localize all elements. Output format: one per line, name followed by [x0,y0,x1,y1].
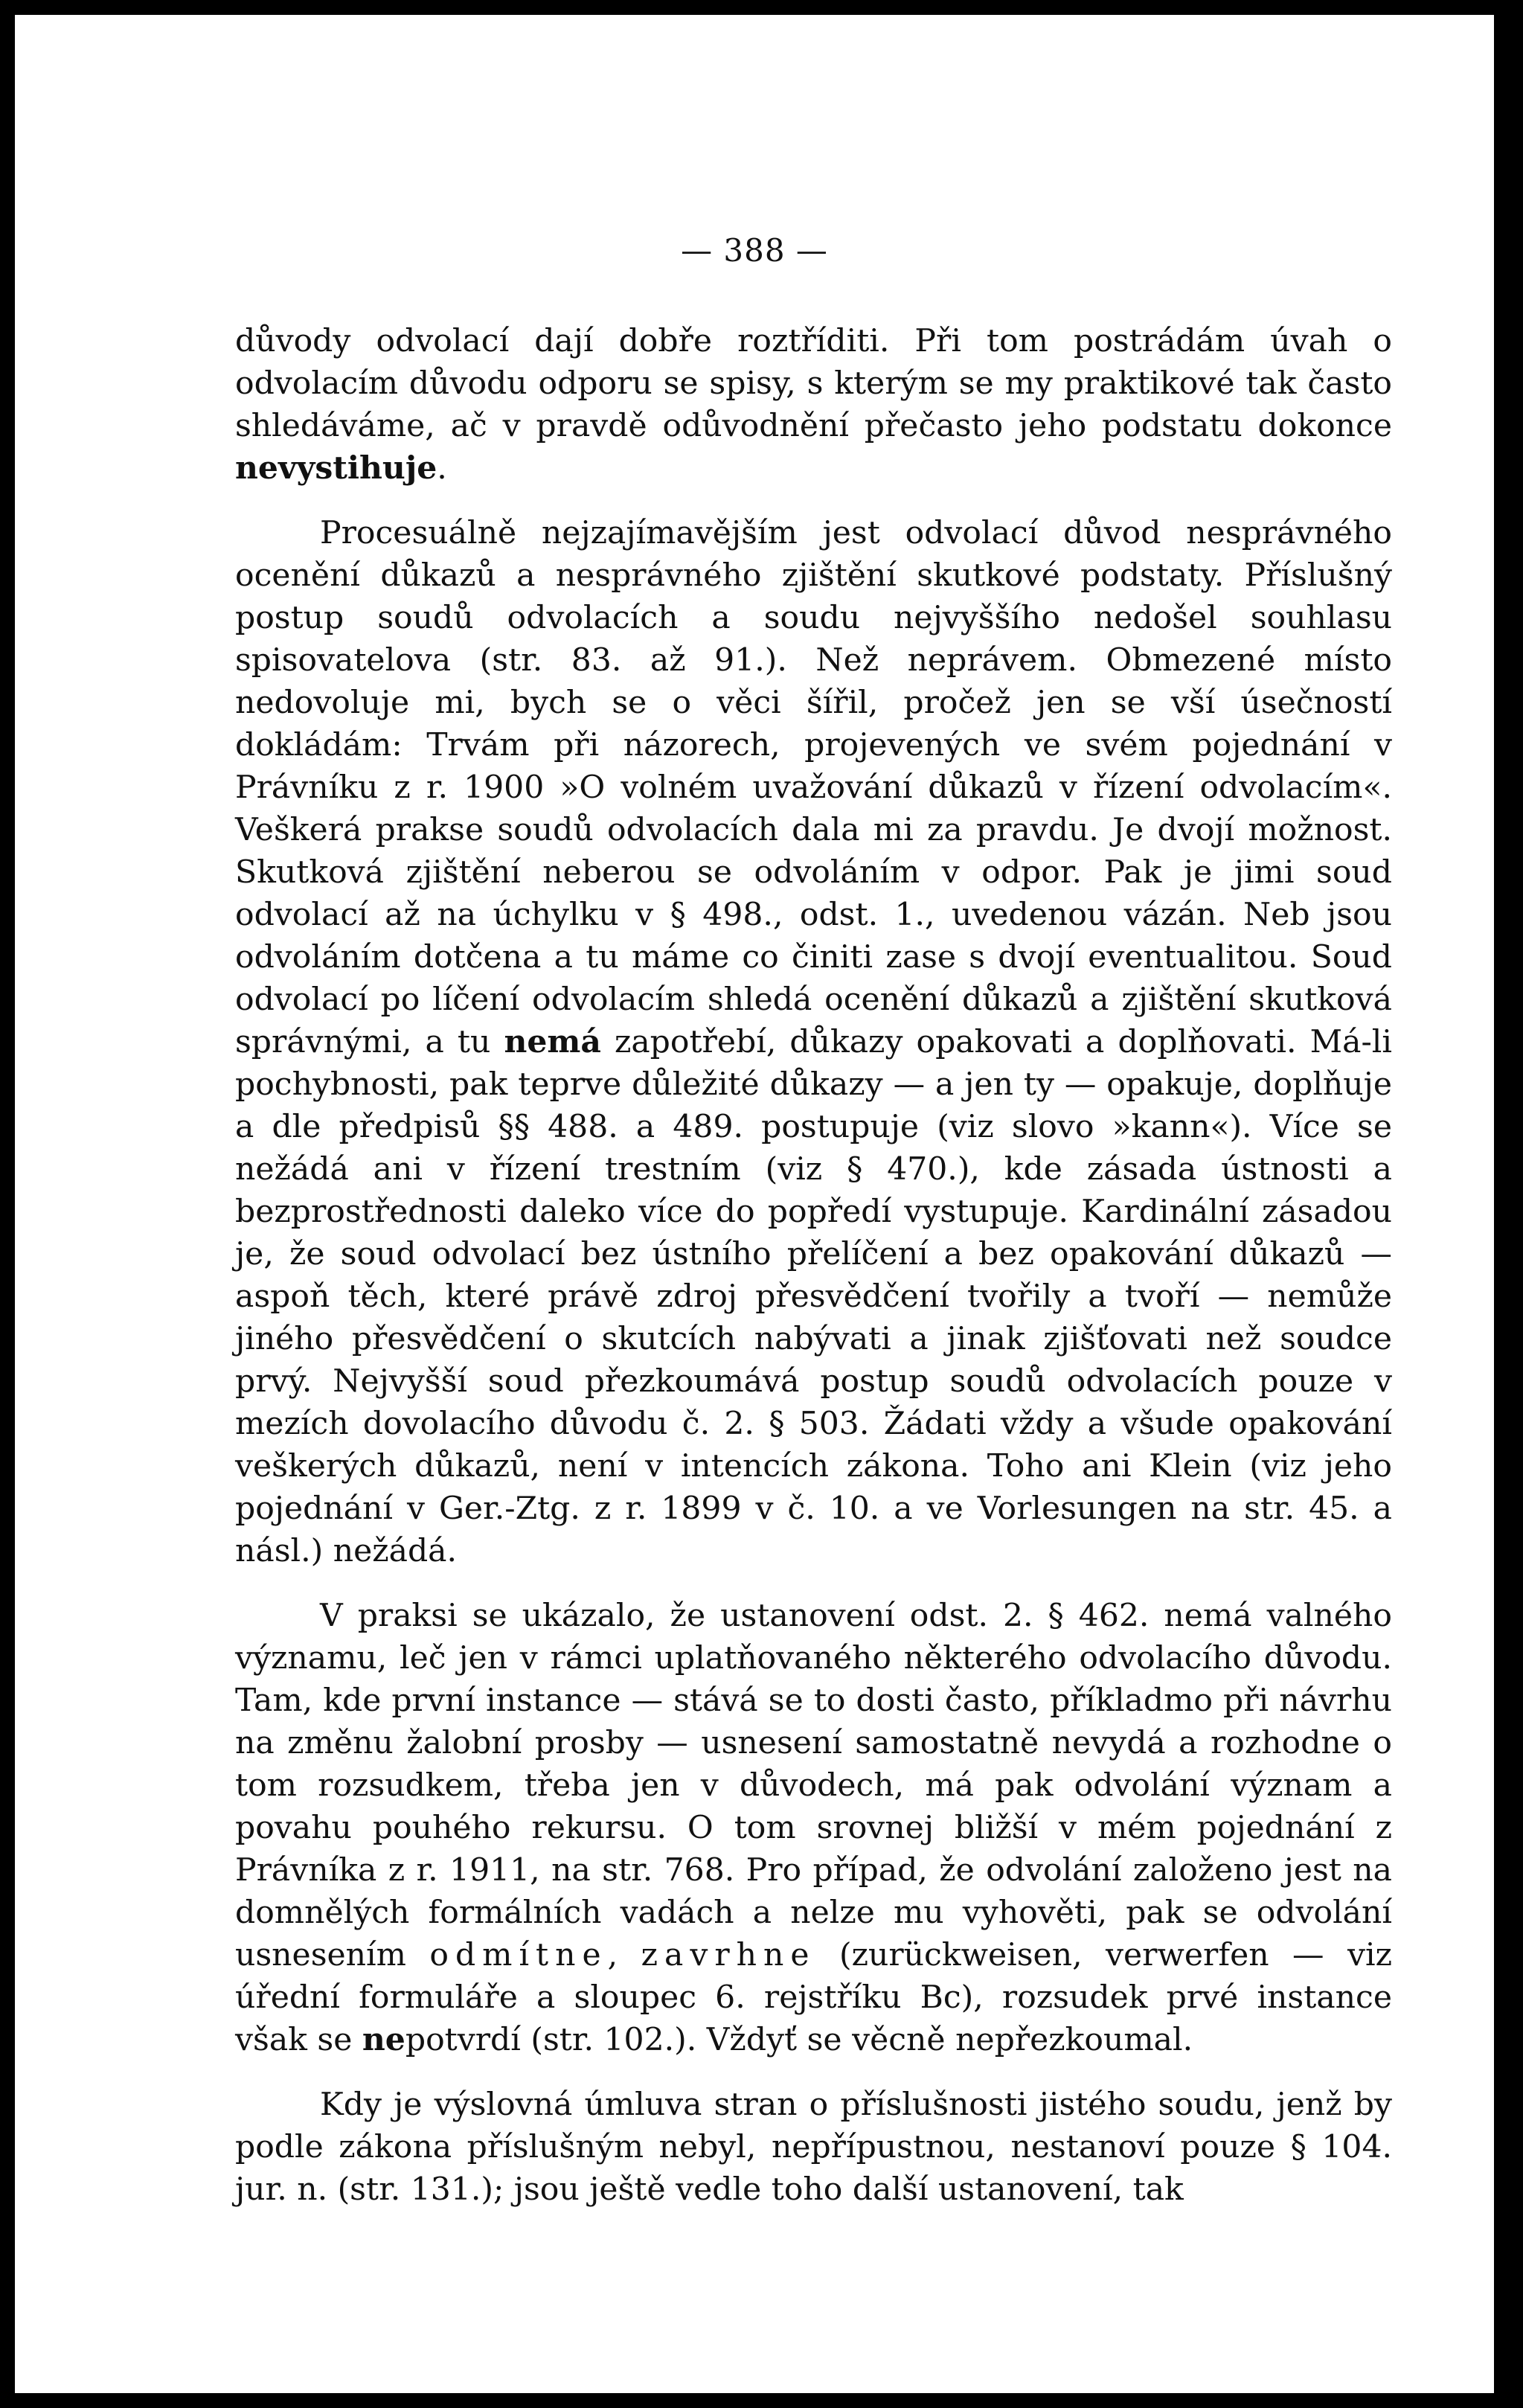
paragraph [235,320,1392,490]
text-segment: V praksi se ukázalo, že ustanovení odst. 2. § 462. nemá valného významu, leč jen v rámci uplatňovaného některého odvolacího důvodu. Tam, kde první instance — stává se to dosti často, příkladmo při návrhu na změnu žalobní prosby — usnesení samostatně nevydá a rozhodne o tom rozsudkem, třeba jen v důvodech, má pak odvolání význam a povahu pouhého rekursu. O tom srovnej bližší v mém pojednání z Právníka z r. 1911, na str. 768. Pro případ, že odvolání založeno jest na domnělých formálních vadách a nelze mu vyhověti, pak se odvolání usnesením [235,1598,1392,1973]
body-text [235,320,1392,2233]
paragraph [235,1595,1392,2061]
paragraph [235,512,1392,1572]
text-segment: důvody odvolací dají dobře roztříditi. Při tom postrádám úvah o odvolacím důvodu odporu se spisy, s kterým se my praktikové tak často shledáváme, ač v pravdě odůvodnění přečasto jeho podstatu dokonce [235,323,1392,444]
text-segment: potvrdí (str. 102.). Vždyť se věcně nepřezkoumal. [405,2022,1193,2058]
paragraph [235,2084,1392,2211]
spaced-text-segment: odmítne [429,1937,608,1973]
spaced-text-segment: zavrhne [641,1937,816,1973]
text-segment: , [607,1937,641,1973]
bold-text-segment: nemá [504,1023,601,1060]
text-segment: Procesuálně nejzajímavějším jest odvolací důvod nesprávného ocenění důkazů a nesprávného zjištění skutkové podstaty. Příslušný postup soudů odvolacích a soudu nejvyššího nedošel souhlasu spisovatelova (str. 83. až 91.). Než neprávem. Obmezené místo nedovoluje mi, bych se o věci šířil, pročež jen se vší úsečností dokládám: Trvám při názorech, projevených ve svém pojednání v Právníku z r. 1900 »O volném uvažování důkazů v řízení odvolacím«. Veškerá prakse soudů odvolacích dala mi za pravdu. Je dvojí možnost. Skutková zjištění neberou se odvoláním v odpor. Pak je jimi soud odvolací až na úchylku v § 498., odst. 1., uvedenou vázán. Neb jsou odvoláním dotčena a tu máme co činiti zase s dvojí eventualitou. Soud odvolací po líčení odvolacím shledá ocenění důkazů a zjištění skutková správnými, a tu [235,515,1392,1060]
page-number: — 388 — [681,232,828,269]
book-page [15,15,1494,2393]
bold-text-segment: nevystihuje [235,449,437,487]
bold-text-segment: ne [362,2021,405,2058]
text-segment: zapotřebí, důkazy opakovati a doplňovati. Má-li pochybnosti, pak teprve důležité důkazy — a jen ty — opakuje, doplňuje a dle předpisů §§ 488. a 489. postupuje (viz slovo »kann«). Více se nežádá ani v řízení trestním (viz § 470.), kde zásada ústnosti a bezprostřednosti daleko více do popředí vystupuje. Kardinální zásadou je, že soud odvolací bez ústního přelíčení a bez opakování důkazů — aspoň těch, které právě zdroj přesvědčení tvořily a tvoří — nemůže jiného přesvědčení o skutcích nabývati a jinak zjišťovati než soudce prvý. Nejvyšší soud přezkoumává postup soudů odvolacích pouze v mezích dovolacího důvodu č. 2. § 503. Žádati vždy a všude opakování veškerých důkazů, není v intencích zákona. Toho ani Klein (viz jeho pojednání v Ger.-Ztg. z r. 1899 v č. 10. a ve Vorlesungen na str. 45. a násl.) nežádá. [235,1024,1392,1569]
text-segment: Kdy je výslovná úmluva stran o příslušnosti jistého soudu, jenž by podle zákona příslušným nebyl, nepřípustnou, nestanoví pouze § 104. jur. n. (str. 131.); jsou ještě vedle toho další ustanovení, tak [235,2087,1392,2208]
text-segment: . [437,450,447,487]
text-segment: (zurückweisen, verwerfen — viz úřední formuláře a sloupec 6. rejstříku Bc), rozsudek prvé instance však se [235,1937,1392,2058]
